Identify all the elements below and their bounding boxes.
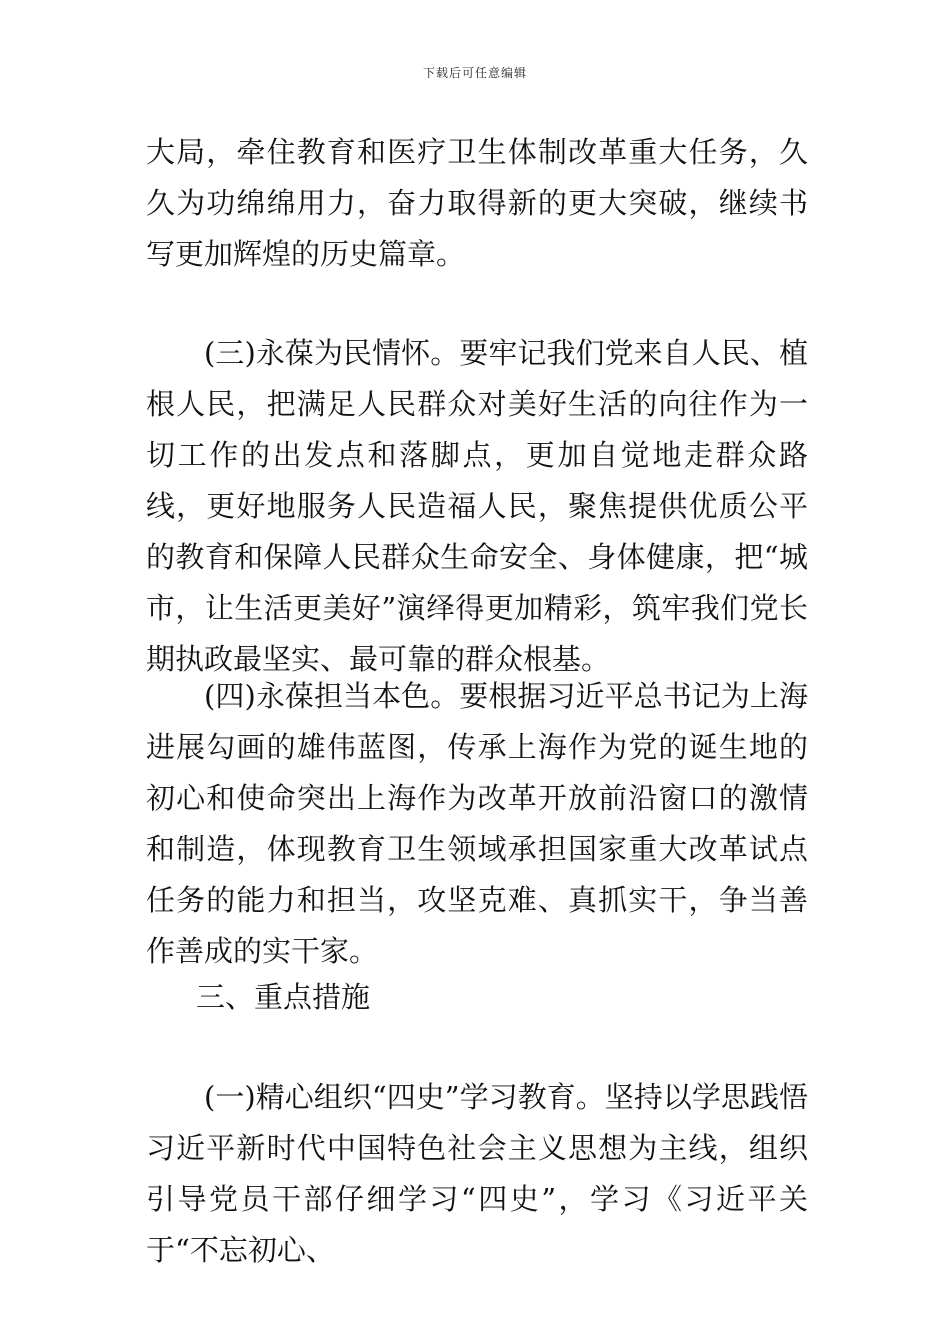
paragraph-continuation: 大局，牵住教育和医疗卫生体制改革重大任务，久久为功绵绵用力，奋力取得新的更大突破，继续书写更加辉煌的历史篇章。 [146,135,808,271]
section-heading-key-measures: 三、重点措施 [196,980,371,1014]
paragraph-four-histories: (一)精心组织“四史”学习教育。坚持以学思践悟习近平新时代中国特色社会主义思想为主线，组织引导党员干部仔细学习“四史”，学习《习近平关于“不忘初心、 [146,1080,808,1267]
paragraph-people-sentiment: (三)永葆为民情怀。要牢记我们党来自人民、植根人民，把满足人民群众对美好生活的向往作为一切工作的出发点和落脚点，更加自觉地走群众路线，更好地服务人民造福人民，聚焦提供优质公平的教育和保障人民群众生命安全、身体健康，把“城市，让生活更美好”演绎得更加精彩，筑牢我们党长期执政最坚实、最可靠的群众根基。 [146,336,808,676]
page-header-note: 下载后可任意编辑 [422,66,527,80]
paragraph-responsibility: (四)永葆担当本色。要根据习近平总书记为上海进展勾画的雄伟蓝图，传承上海作为党的诞生地的初心和使命突出上海作为改革开放前沿窗口的激情和制造，体现教育卫生领域承担国家重大改革试点任务的能力和担当，攻坚克难、真抓实干，争当善作善成的实干家。 [146,679,808,968]
